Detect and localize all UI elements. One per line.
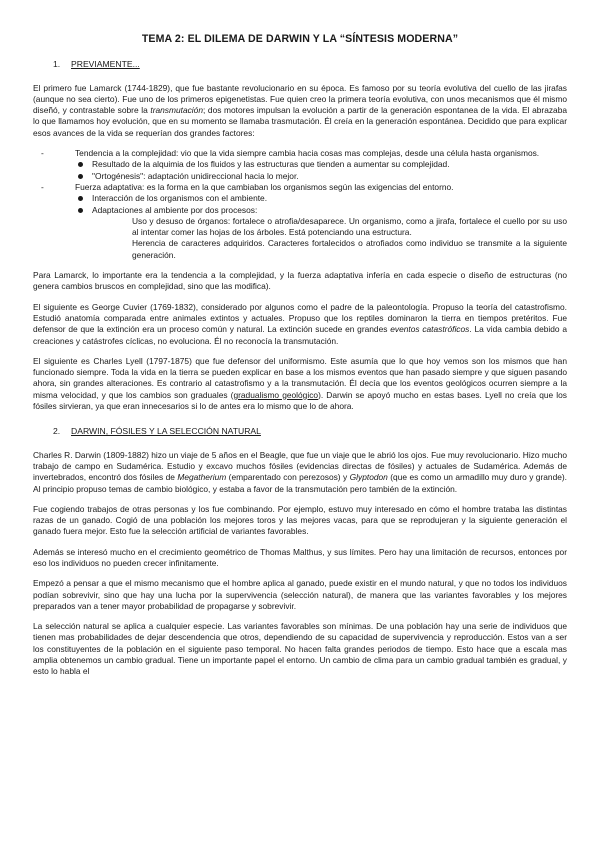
paragraph-artificial-selection: Fue cogiendo trabajos de otras personas y los fue combinando. Por ejemplo, estuvo muy interesado en cómo el hombre trataba las distintas razas de un ganado. Cogió de una población los mejores toros y las mejores vacas, para que se reprodujeran y la siguiente generación el ganado fuera mejor. Esto fue la selección artificial de variantes favorables. (33, 503, 567, 537)
sub-paragraph: Herencia de caracteres adquiridos. Caracteres fortalecidos o atrofiados como individuo se transmite a la siguiente generación. (132, 238, 567, 260)
paragraph-darwin-beagle: Charles R. Darwin (1809-1882) hizo un viaje de 5 años en el Beagle, que fue un viaje que le abrió los ojos. Fue muy revolucionario. Hizo mucho trabajo de campo en Sudamérica. Estudio y excavo muchos fósiles (evidencias directas de fósiles) y actuales de Sudamérica. Además de invertebrados, encontró dos fósiles de Megatherium (emparentado con perezosos) y Glyptodon (que es como un armadillo muy duro y grande). Al principio propuso temas de cambio biológico, y estaba a favor de la transmutación pero también de la extinción. (33, 449, 567, 494)
section-title: PREVIAMENTE... (71, 59, 140, 70)
paragraph-malthus: Además se interesó mucho en el crecimiento geométrico de Thomas Malthus, y sus límites. Pero hay una limitación de recursos, entonces por eso los individuos no pueden crecer infinitamente. (33, 546, 567, 568)
paragraph-lyell: El siguiente es Charles Lyell (1797-1875) que fue defensor del uniformismo. Este asumía que lo que hoy vemos son los mismos que han funcionado siempre. Toda la vida en la tierra se pueden explicar en base a los mismos eventos que han pasado siempre y que siguen pasando ahora, sin grandes alteraciones. Es contrario al catastrofismo y a la transmutación. Él decía que los eventos geológicos ocurren siempre a la misma velocidad, y que los cambios son graduales (gradualismo geológico). Darwin se apoyó mucho en estas bases. Lyell no creía que los fósiles sirvieran, ya que eran innecesarios si lo de antes era lo mismo que lo de ahora. (33, 355, 567, 412)
section-title: DARWIN, FÓSILES Y LA SELECCIÓN NATURAL (71, 426, 261, 437)
sub-paragraph: Uso y desuso de órganos: fortalece o atrofia/desaparece. Un organismo, como a jirafa, fortalece el cuello por su uso al intentar comer las hojas de los árboles. Está potenciando una estructura. (132, 215, 567, 238)
section-heading-darwin (53, 426, 567, 437)
section-number: 1. (53, 59, 61, 70)
paragraph-natural-selection: Empezó a pensar a que el mismo mecanismo que el hombre aplica al ganado, puede existir en el mundo natural, y que no todos los individuos podían sobrevivir, sino que hay una lucha por la supervivencia (selección natural), de manera que las variantes favorables y los mejores preparados van a tener mayor probabilidad de propagarse y sobrevivir. (33, 578, 567, 611)
paragraph-cuvier: El siguiente es George Cuvier (1769-1832), considerado por algunos como el padre de la paleontología. Propuso la teoría del catastrofismo. Estudió anatomía comparada entre animales extintos y actuales. Propuso que los reptiles dominaron la tierra en tiempos pretéritos. Fue defensor de que la extinción era un proceso común y natural. La extinción sucede en grandes eventos catastróficos. La vida cambia debido a creaciones y catástrofes cíclicas, no evoluciona. Él no reconocía la transmutación. (33, 301, 568, 346)
list-item: "Ortogénesis": adaptación unidireccional hacia lo mejor. (75, 171, 567, 182)
list-item: - Tendencia a la complejidad: vio que la vida siempre cambia hacia cosas mas complejas, desde una célula hasta organismos. Resultado de la alquimia de los fluidos y las estructuras que tienden a aumentar su complejidad. "Ortogénesis": adaptación unidireccional hacia lo mejor. (33, 148, 567, 182)
paragraph-lamarck: El primero fue Lamarck (1744-1829), que fue bastante revolucionario en su época. Es famoso por su teoría evolutiva del cuello de las jirafas (aunque no sea cierto). Fue uno de los primeros epigenetistas. Fue quien creo la primera teoría evolutiva, con unos mecanismos que él mismo diseñó, y contrastable sobre la transmutación; dos motores impulsan la evolución a partir de la generación espontanea de la vida. El abrazaba lo que llamamos hoy evolución, que en su momento se llamaba trasmutación. Él creía en la generación espontánea. Decidido que para explicar esos avances de la vida se requerían dos grandes factores: (33, 82, 568, 138)
paragraph-lamarck-summary: Para Lamarck, lo importante era la tendencia a la complejidad, y la fuerza adaptativa infería en cada especie o diseño de estructuras (no genera cambios bruscos en complejidad, sino que las modifica). (33, 270, 567, 292)
paragraph-selection-applies: La selección natural se aplica a cualquier especie. Las variantes favorables son mínimas. De una población hay una serie de individuos que tienen mas probabilidades de dejar descendencia que otros, dependiendo de su capacidad de supervivencia y reproducción. Estos van a ser los constituyentes de la población en el siguiente paso temporal. No hacen falta grandes periodos de tiempo. Esto hace que a escala mas amplia obtenemos un cambio gradual. Tiene un importante papel el entorno. Un cambio de clima para un cambio gradual también es gradual, y esto lo habla el (33, 621, 567, 677)
section-heading-previamente (53, 59, 567, 70)
lamarck-factors-list (33, 148, 567, 261)
list-item: - Fuerza adaptativa: es la forma en la que cambiaban los organismos según las exigencias del entorno. Interacción de los organismos con el ambiente. Adaptaciones al ambiente por dos procesos: Uso y desuso de órganos: fortalece o atrofia/desaparece. Un organismo, como a jirafa, fortalece el cuello por su uso al intentar comer las hojas de los árboles. Está potenciando una estructura. Herencia de caracteres adquiridos. Caracteres fortalecidos o atrofiados como individuo se transmite a la siguiente generación. (33, 182, 567, 261)
list-item: Interacción de los organismos con el ambiente. (75, 193, 567, 204)
list-item: Adaptaciones al ambiente por dos procesos: Uso y desuso de órganos: fortalece o atrofia/desaparece. Un organismo, como a jirafa, fortalece el cuello por su uso al intentar comer las hojas de los árboles. Está potenciando una estructura. Herencia de caracteres adquiridos. Caracteres fortalecidos o atrofiados como individuo se transmite a la siguiente generación. (75, 205, 567, 261)
section-number: 2. (53, 426, 61, 437)
list-item: Resultado de la alquimia de los fluidos y las estructuras que tienden a aumentar su complejidad. (75, 159, 567, 170)
page-title: TEMA 2: EL DILEMA DE DARWIN Y LA “SÍNTESIS MODERNA” (141, 33, 459, 45)
